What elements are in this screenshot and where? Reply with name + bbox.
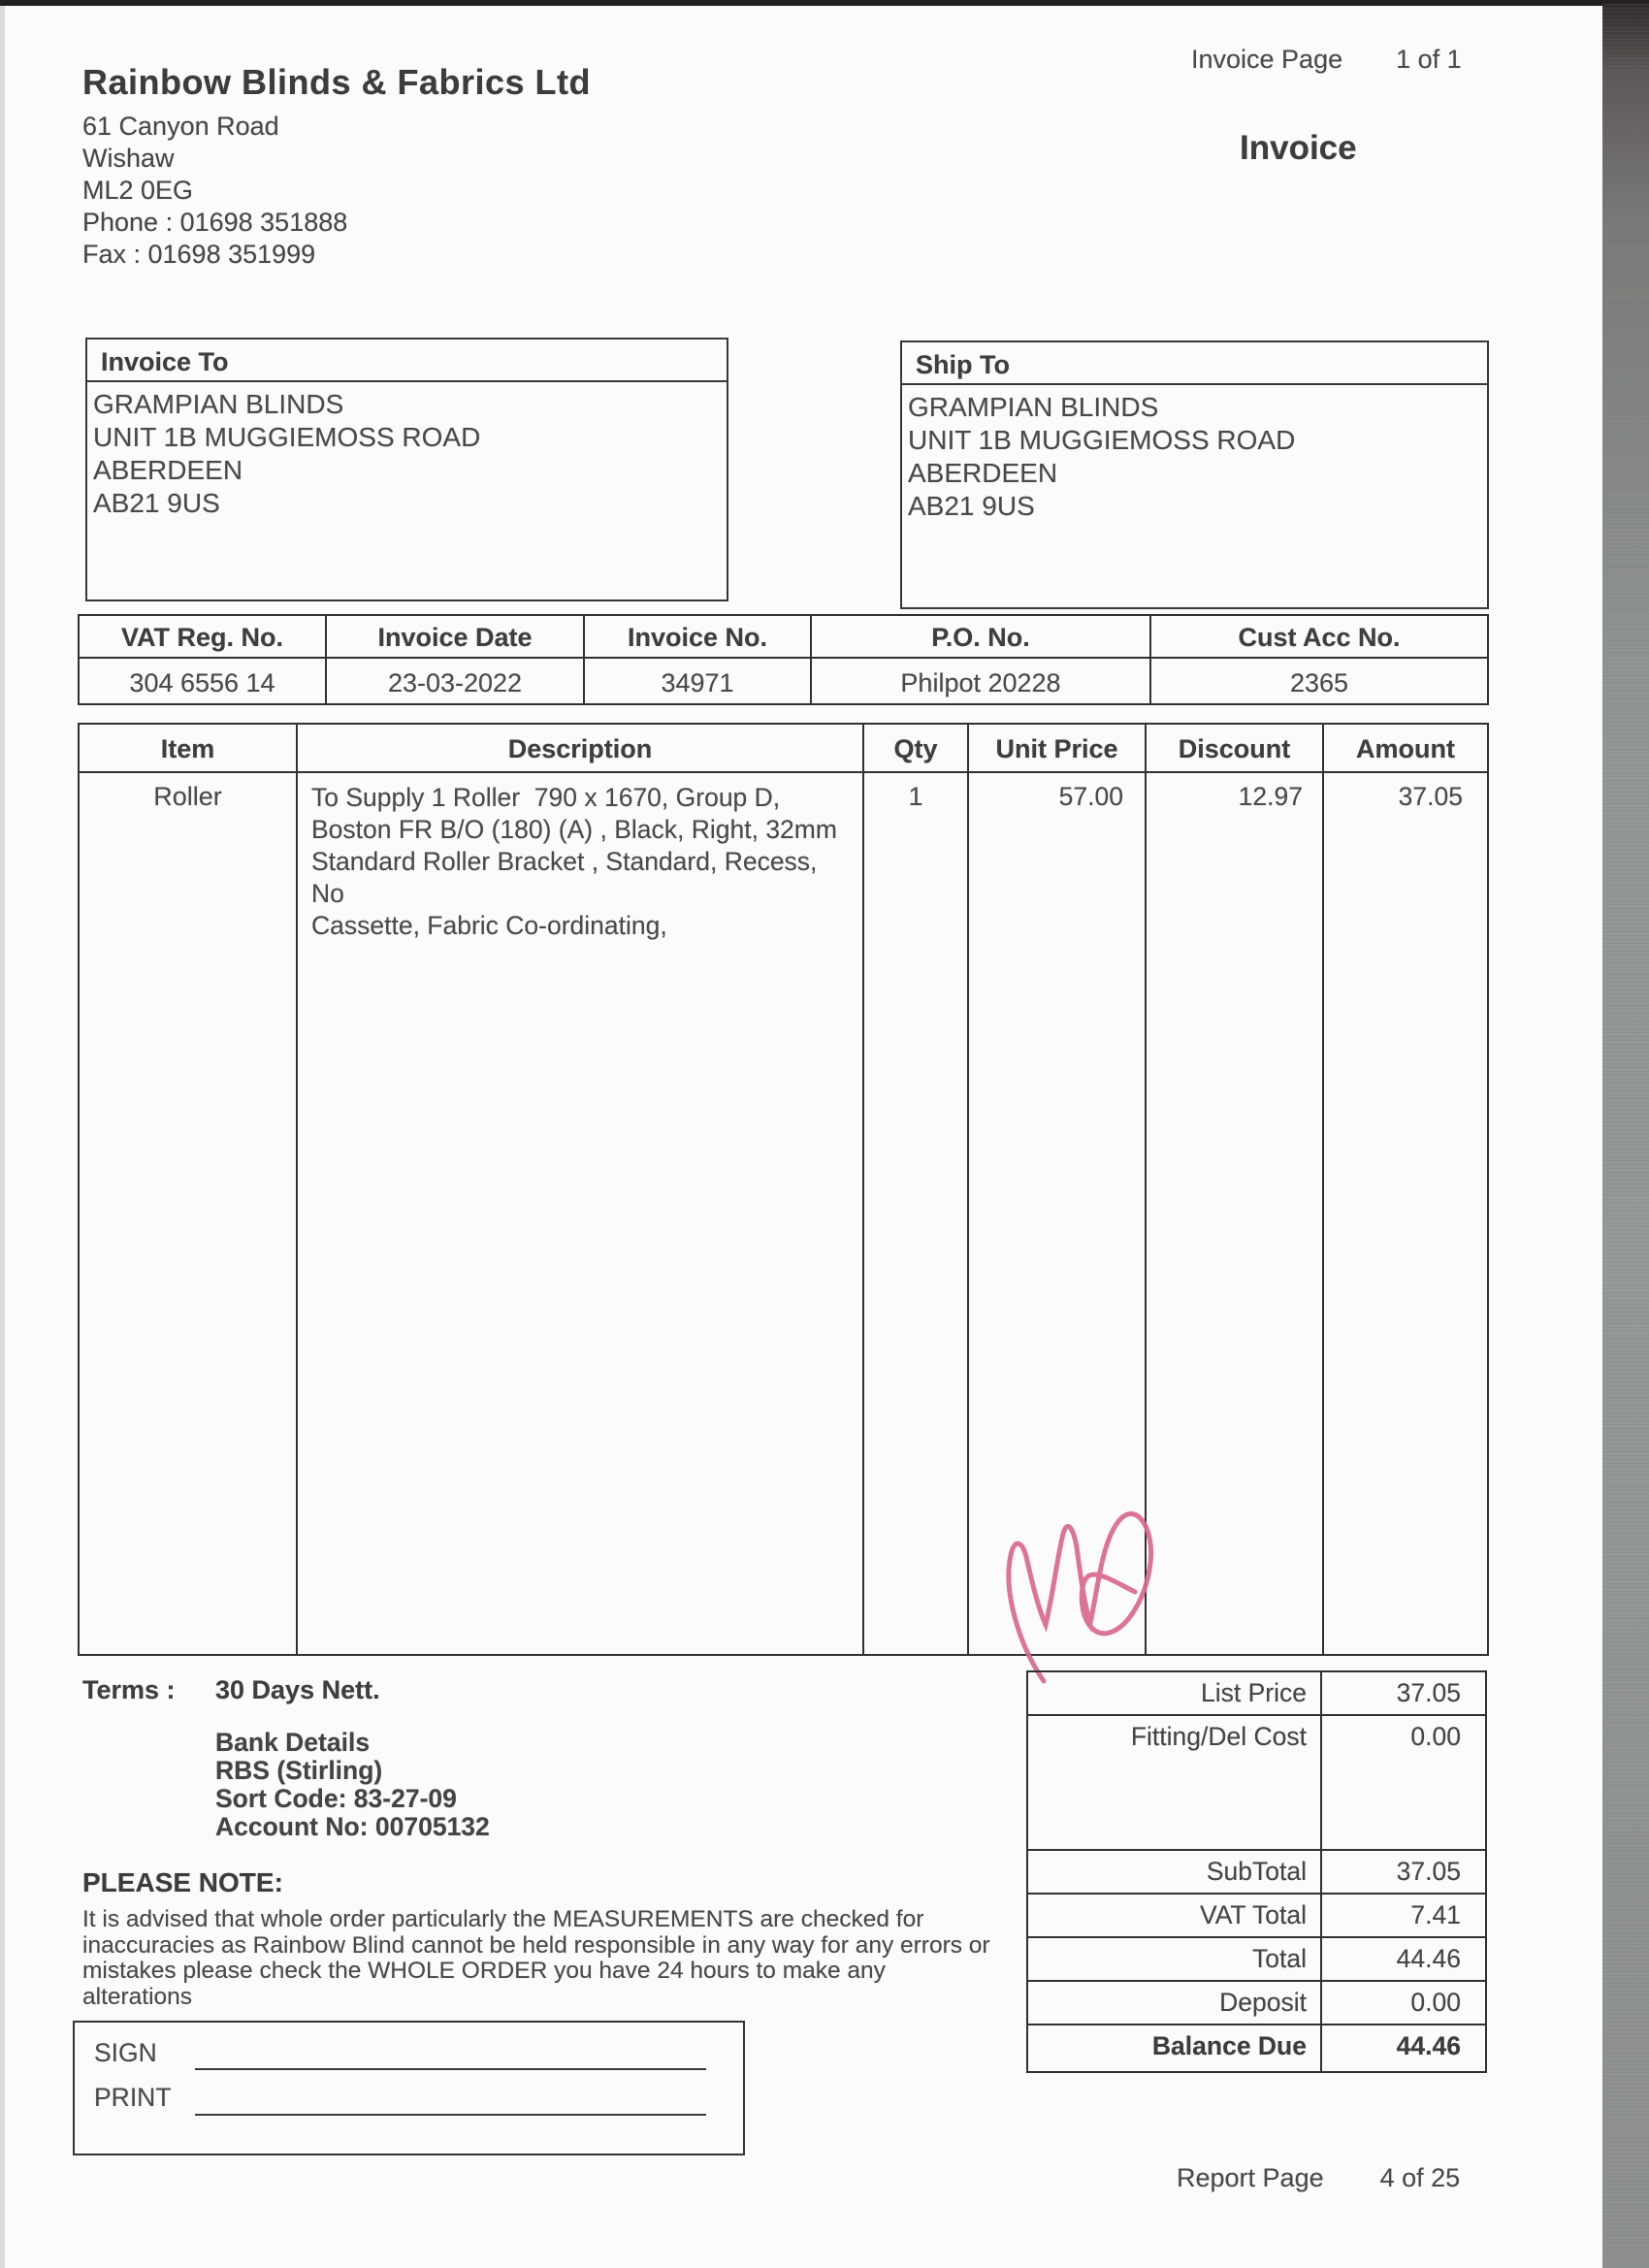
document-title: Invoice <box>1240 129 1357 167</box>
meta-header-cust-acc: Cust Acc No. <box>1238 623 1401 652</box>
items-header-amount: Amount <box>1356 734 1455 763</box>
item-amount-cell: 37.05 <box>1398 782 1463 811</box>
items-header-qty: Qty <box>864 725 969 771</box>
meta-header-po-no: P.O. No. <box>812 616 1151 657</box>
totals-label: Balance Due <box>1028 2025 1322 2071</box>
bank-name: RBS (Stirling) <box>215 1756 383 1785</box>
invoice-to-line: ABERDEEN <box>93 455 243 485</box>
totals-value: 37.05 <box>1396 1857 1461 1886</box>
company-address-block <box>82 111 347 271</box>
totals-row-balance-due <box>1028 2025 1485 2071</box>
sign-line <box>195 2068 706 2070</box>
item-qty-cell: 1 <box>864 773 969 1654</box>
meta-value-cust-acc: 2365 <box>1289 668 1349 697</box>
totals-label: Total <box>1028 1938 1322 1980</box>
totals-value: 7.41 <box>1410 1900 1461 1929</box>
report-page-value: 4 of 25 <box>1379 2163 1461 2192</box>
report-page-label: Report Page <box>1177 2163 1324 2192</box>
invoice-to-label: Invoice To <box>87 340 727 382</box>
totals-value: 0.00 <box>1410 1722 1461 1751</box>
items-header-unit-price: Unit Price <box>969 725 1147 771</box>
meta-value-invoice-no: 34971 <box>585 659 812 703</box>
company-fax: Fax : 01698 351999 <box>82 240 316 269</box>
item-row <box>80 773 1487 1654</box>
totals-value: 0.00 <box>1410 1988 1461 2017</box>
totals-row-total <box>1028 1938 1485 1982</box>
invoice-page-value: 1 of 1 <box>1396 45 1462 74</box>
bank-sort-code: Sort Code: 83-27-09 <box>215 1784 457 1813</box>
note-line: It is advised that whole order particularly the MEASUREMENTS are checked for <box>82 1906 924 1932</box>
totals-value: 37.05 <box>1396 1678 1461 1707</box>
handwritten-signature-squiggle <box>989 1499 1183 1693</box>
item-description-line: Cassette, Fabric Co-ordinating, <box>311 911 667 940</box>
item-description-line: To Supply 1 Roller 790 x 1670, Group D, <box>311 783 781 812</box>
meta-header-vat: VAT Reg. No. <box>80 616 327 657</box>
terms-label: Terms : <box>82 1675 176 1704</box>
company-phone: Phone : 01698 351888 <box>82 208 348 237</box>
invoice-page-label: Invoice Page <box>1191 45 1343 74</box>
ship-to-label: Ship To <box>902 342 1487 385</box>
invoice-to-box <box>85 338 728 601</box>
company-address-line: Wishaw <box>82 144 175 173</box>
scan-edge-left <box>0 6 5 2268</box>
note-line: mistakes please check the WHOLE ORDER you have 24 hours to make any alterations <box>82 1958 886 2010</box>
item-description-line: Boston FR B/O (180) (A) , Black, Right, 32mm <box>311 815 837 844</box>
item-description-cell <box>298 773 864 1654</box>
print-label: PRINT <box>94 2083 172 2112</box>
note-line: inaccuracies as Rainbow Blind cannot be held responsible in any way for any errors or <box>82 1931 990 1959</box>
totals-box <box>1026 1670 1487 2073</box>
invoice-to-line: UNIT 1B MUGGIEMOSS ROAD <box>93 422 481 452</box>
items-header-description: Description <box>298 725 864 771</box>
invoice-to-address <box>87 382 727 520</box>
bank-details-block <box>215 1729 490 1841</box>
totals-row-fitting-del-cost <box>1028 1716 1485 1851</box>
item-name-cell: Roller <box>80 773 298 1654</box>
scan-edge-top <box>0 0 1649 6</box>
totals-label: Fitting/Del Cost <box>1028 1716 1322 1849</box>
bank-details-heading: Bank Details <box>215 1728 371 1757</box>
terms-value: 30 Days Nett. <box>215 1675 380 1704</box>
meta-value-po-no: Philpot 20228 <box>812 659 1151 703</box>
ship-to-line: GRAMPIAN BLINDS <box>908 392 1159 422</box>
company-address-line: 61 Canyon Road <box>82 112 279 141</box>
meta-value-row <box>80 659 1487 703</box>
ship-to-line: AB21 9US <box>908 491 1035 521</box>
please-note-body <box>82 1907 994 2010</box>
ship-to-box <box>900 340 1489 609</box>
totals-value: 44.46 <box>1396 2031 1461 2060</box>
item-unit-price-cell: 57.00 <box>969 773 1147 1654</box>
items-header-row <box>80 725 1487 773</box>
totals-label: VAT Total <box>1028 1895 1322 1936</box>
ship-to-line: ABERDEEN <box>908 458 1058 488</box>
totals-label: List Price <box>1028 1672 1322 1714</box>
item-discount-cell: 12.97 <box>1147 773 1324 1654</box>
totals-label: Deposit <box>1028 1982 1322 2024</box>
company-name: Rainbow Blinds & Fabrics Ltd <box>82 62 592 102</box>
signature-box <box>73 2021 745 2155</box>
line-items-table <box>78 723 1489 1656</box>
totals-row-list-price <box>1028 1672 1485 1716</box>
items-header-item: Item <box>80 725 298 771</box>
please-note-heading: PLEASE NOTE: <box>82 1867 283 1897</box>
totals-row-deposit <box>1028 1982 1485 2025</box>
bank-account-no: Account No: 00705132 <box>215 1812 490 1841</box>
print-line <box>195 2114 706 2116</box>
meta-value-invoice-date: 23-03-2022 <box>327 659 585 703</box>
meta-value-vat: 304 6556 14 <box>80 659 327 703</box>
sign-label: SIGN <box>94 2038 157 2067</box>
invoice-to-line: AB21 9US <box>93 488 220 518</box>
meta-header-row <box>80 616 1487 659</box>
scan-strip-right <box>1602 4 1649 2268</box>
report-page-indicator <box>1177 2163 1460 2193</box>
items-header-discount: Discount <box>1147 725 1324 771</box>
totals-value: 44.46 <box>1396 1944 1461 1973</box>
company-address-line: ML2 0EG <box>82 176 194 205</box>
item-description-line: Standard Roller Bracket , Standard, Recess, No <box>311 847 824 908</box>
totals-row-vat-total <box>1028 1895 1485 1938</box>
invoice-page-indicator <box>1191 45 1462 75</box>
meta-header-invoice-date: Invoice Date <box>327 616 585 657</box>
invoice-to-line: GRAMPIAN BLINDS <box>93 389 344 419</box>
signature-stroke <box>1009 1514 1151 1681</box>
ship-to-line: UNIT 1B MUGGIEMOSS ROAD <box>908 425 1296 455</box>
meta-header-invoice-no: Invoice No. <box>585 616 812 657</box>
totals-label: SubTotal <box>1028 1851 1322 1893</box>
ship-to-address <box>902 385 1487 523</box>
invoice-meta-table <box>78 614 1489 705</box>
totals-row-subtotal <box>1028 1851 1485 1895</box>
